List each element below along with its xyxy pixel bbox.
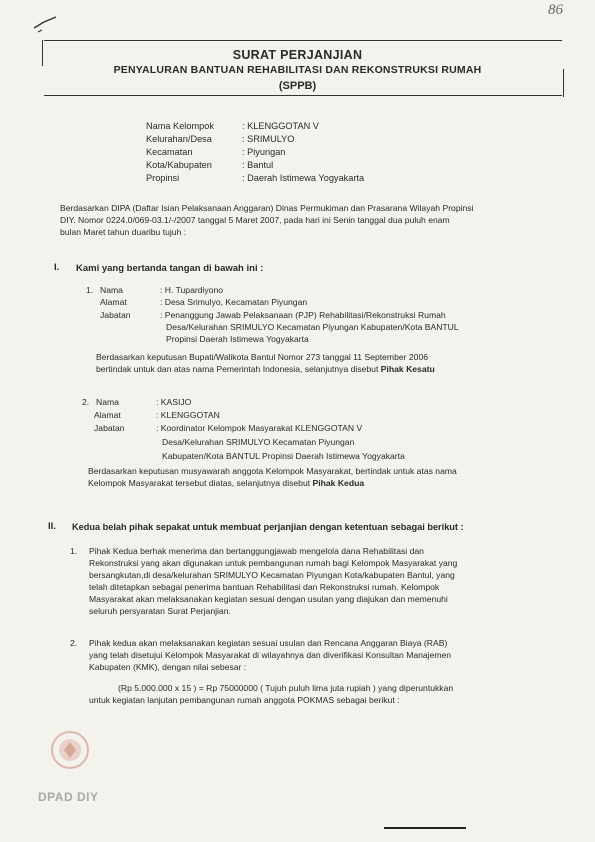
item-line: Kabupaten (KMK), dengan nilai sebesar : [89,662,247,672]
info-value: : SRIMULYO [242,134,295,144]
item-line: Masyarakat akan melaksanakan kegiatan sesuai dengan usulan yang diajukan dan memenuhi [89,594,448,604]
field-value: : Penanggung Jawab Pelaksanaan (PJP) Rehabilitasi/Rekonstruksi Rumah [160,310,446,320]
party-basis: Berdasarkan keputusan musyawarah anggota Kelompok Masyarakat, bertindak untuk atas nama [88,466,457,476]
field-value: : Desa Srimulyo, Kecamatan Piyungan [160,297,308,307]
section-number: II. [48,521,56,532]
document-abbreviation: (SPPB) [278,80,317,92]
field-value: Propinsi Daerah Istimewa Yogyakarta [166,334,309,344]
item-line: yang telah disetujui Kelompok Masyarakat di wilayahnya dan diverifikasi Konsultan Manajemen [89,650,452,660]
section-heading: Kedua belah pihak sepakat untuk membuat perjanjian dengan ketentuan sebagai berikut : [72,522,464,532]
item-line: Rekonstruksi yang akan digunakan untuk pembangunan rumah bagi Kelompok Masyarakat yang [89,558,458,568]
item-line: telah ditetapkan sebagai penerima bantuan Rehabilitasi dan Rekonstruksi rumah. Kelompok [89,582,440,592]
intro-line: Berdasarkan DIPA (Daftar Isian Pelaksanaan Anggaran) Dinas Permukiman dan Prasarana Wilayah Propinsi [60,203,474,213]
party-number: 1. [86,285,94,295]
party-number: 2. [82,397,90,407]
info-label: Kelurahan/Desa [146,134,212,144]
seal-stamp-icon [48,728,92,772]
field-value: : Koordinator Kelompok Masyarakat KLENGGOTAN V [156,423,363,433]
info-value: : Daerah Istimewa Yogyakarta [242,173,365,183]
watermark: DPAD DIY [38,790,99,804]
field-label: Alamat [100,297,127,307]
intro-line: DIY. Nomor 0224.0/069-03.1/-/2007 tanggal 5 Maret 2007, pada hari ini Senin tanggal dua puluh enam [60,215,450,225]
party-basis: Berdasarkan keputusan Bupati/Walikota Bantul Nomor 273 tanggal 11 September 2006 [96,352,429,362]
info-value: : Piyungan [242,147,286,157]
field-value: : H. Tupardiyono [160,285,224,295]
info-value: : KLENGGOTAN V [242,121,319,131]
item-amount: (Rp 5.000.000 x 15 ) = Rp 75000000 ( Tujuh puluh lima juta rupiah ) yang diperuntukkan [118,683,454,693]
field-label: Alamat [94,410,121,420]
party-alias: Pihak Kesatu [380,364,435,374]
field-value: Kabupaten/Kota BANTUL Propinsi Daerah Istimewa Yogyakarta [162,451,405,461]
item-line: seluruh persyaratan Surat Perjanjian. [89,606,231,616]
field-value: Desa/Kelurahan SRIMULYO Kecamatan Piyungan Kabupaten/Kota BANTUL [166,322,459,332]
field-value: Desa/Kelurahan SRIMULYO Kecamatan Piyungan [162,437,355,447]
info-value: : Bantul [242,160,274,170]
field-label: Jabatan [100,310,131,320]
section-number: I. [54,262,60,273]
field-label: Nama [96,397,119,407]
item-number: 1. [70,546,78,556]
field-value: : KASIJO [156,397,192,407]
party-alias: Pihak Kedua [312,478,365,488]
item-line: Pihak kedua akan melaksanakan kegiatan sesuai usulan dan Rencana Anggaran Biaya (RAB) [89,638,448,648]
pen-mark-icon [32,14,58,34]
party-basis [88,477,364,489]
info-label: Propinsi [146,173,180,183]
item-number: 2. [70,638,78,648]
party-basis-text: Kelompok Masyarakat tersebut diatas, selanjutnya disebut [88,478,313,488]
item-line: Pihak Kedua berhak menerima dan bertanggungjawab mengelola dana Rehabilitasi dan [89,546,424,556]
document-subtitle: PENYALURAN BANTUAN REHABILITASI DAN REKONSTRUKSI RUMAH [113,64,482,76]
info-label: Kota/Kabupaten [146,160,212,170]
field-value: : KLENGGOTAN [156,410,220,420]
party-basis [96,363,435,375]
field-label: Jabatan [94,423,125,433]
field-label: Nama [100,285,123,295]
party-basis-text: bertindak untuk dan atas nama Pemerintah Indonesia, selanjutnya disebut [96,364,381,374]
page-number: 86 [548,2,563,18]
item-line: bersangkutan,di desa/kelurahan SRIMULYO Kecamatan Piyungan Kota/kabupaten Bantul, yang [89,570,455,580]
section-heading: Kami yang bertanda tangan di bawah ini : [76,263,264,274]
document-title: SURAT PERJANJIAN [232,48,363,62]
intro-line: bulan Maret tahun duaribu tujuh : [60,227,187,237]
info-label: Nama Kelompok [146,121,214,131]
info-label: Kecamatan [146,147,193,157]
footer-rule [384,827,466,829]
item-line: untuk kegiatan lanjutan pembangunan rumah anggota POKMAS sebagai berikut : [89,695,400,705]
